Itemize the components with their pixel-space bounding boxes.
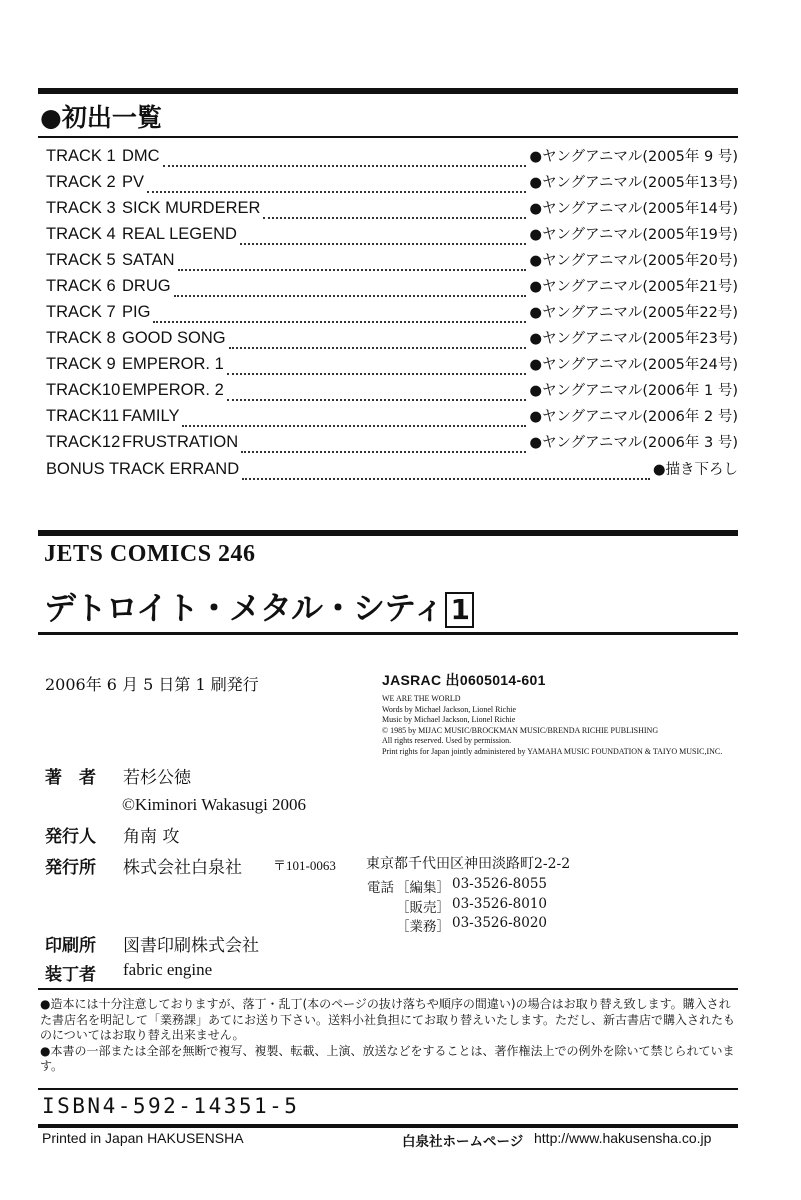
toc-track-row: [46, 249, 738, 275]
author-name: 若杉公徳: [123, 768, 191, 788]
publisher-person: 角南 攻: [123, 827, 180, 847]
track-title: GOOD SONG: [122, 329, 226, 347]
track-source: ●ヤングアニマル(2005年20号): [529, 253, 738, 269]
toc-bonus-row: [46, 458, 738, 484]
series-name: JETS COMICS 246: [44, 541, 256, 567]
bonus-track-source: ●描き下ろし: [652, 462, 738, 478]
track-title: SATAN: [122, 251, 175, 269]
toc-track-row: [46, 145, 738, 171]
track-source: ●ヤングアニマル(2005年24号): [529, 357, 738, 373]
homepage-url[interactable]: http://www.hakusensha.co.jp: [534, 1130, 712, 1146]
printer-label: 印刷所: [45, 936, 96, 956]
track-source: ●ヤングアニマル(2005年14号): [529, 201, 738, 217]
song-credit-line: WE ARE THE WORLD: [382, 694, 461, 703]
track-number: TRACK 5: [46, 251, 116, 269]
note-paragraph: ●造本には十分注意しておりますが、落丁・乱丁(本のページの抜け落ちや順序の間違い)の場合はお取り替え致します。購入された書店名を明記して「業務課」あてにお送り下さい。送料小社負担にてお取り替えいたします。ただし、新古書店で購入されたものについてはお取り替え出来ません。: [40, 997, 736, 1042]
track-title: REAL LEGEND: [122, 225, 237, 243]
phone-dept: ［販売］: [396, 900, 450, 916]
phone-dept: ［業務］: [396, 919, 450, 935]
printer-name: 図書印刷株式会社: [123, 936, 259, 956]
designer-name: fabric engine: [123, 960, 213, 979]
track-source: ●ヤングアニマル(2005年23号): [529, 331, 738, 347]
notes: [40, 997, 740, 1075]
track-title: PV: [122, 173, 145, 191]
imprint-title-rule: [38, 632, 738, 635]
toc-track-row: [46, 171, 738, 197]
track-source: ●ヤングアニマル(2006年 2 号): [529, 409, 738, 425]
track-title: DMC: [122, 147, 160, 165]
track-number: TRACK 7: [46, 303, 116, 321]
track-number: TRACK10: [46, 381, 121, 399]
track-number: TRACK 1: [46, 147, 116, 165]
track-source: ●ヤングアニマル(2005年22号): [529, 305, 738, 321]
leader-dots: [241, 451, 526, 453]
track-number: TRACK 4: [46, 225, 116, 243]
track-number: TRACK 3: [46, 199, 116, 217]
track-title: FAMILY: [122, 407, 180, 425]
notes-bottom-rule: [38, 1088, 738, 1090]
phone-number: 03-3526-8010: [452, 896, 548, 912]
publisher-name: 株式会社白泉社: [123, 858, 242, 878]
toc-track-row: [46, 405, 738, 431]
leader-dots: [229, 347, 527, 349]
copyright-notice: ©Kiminori Wakasugi 2006: [122, 795, 307, 814]
track-title: DRUG: [122, 277, 171, 295]
track-number: TRACK 8: [46, 329, 116, 347]
track-number: TRACK 9: [46, 355, 116, 373]
notes-top-rule: [38, 988, 738, 990]
track-title: SICK MURDERER: [122, 199, 261, 217]
song-credit-line: Music by Michael Jackson, Lionel Richie: [382, 715, 516, 724]
imprint-top-rule: [38, 530, 738, 536]
leader-dots: [227, 399, 527, 401]
toc-track-row: [46, 275, 738, 301]
leader-dots: [178, 269, 527, 271]
publisher-label: 発行所: [45, 858, 96, 878]
phone-number: 03-3526-8020: [452, 915, 548, 931]
phone-label: 電話: [367, 880, 394, 896]
postal-code: 〒101-0063: [273, 858, 336, 873]
leader-dots: [163, 165, 527, 167]
track-title: EMPEROR. 2: [122, 381, 224, 399]
track-source: ●ヤングアニマル(2005年21号): [529, 279, 738, 295]
toc-track-row: [46, 197, 738, 223]
track-source: ●ヤングアニマル(2006年 1 号): [529, 383, 738, 399]
leader-dots: [147, 191, 526, 193]
author-label: 著 者: [45, 768, 96, 788]
homepage-label: 白泉社ホームページ: [402, 1134, 524, 1150]
track-title: PIG: [122, 303, 151, 321]
song-credit-line: © 1985 by MIJAC MUSIC/BROCKMAN MUSIC/BRENDA RICHIE PUBLISHING: [382, 725, 659, 735]
song-credit-line: All rights reserved. Used by permission.: [382, 736, 512, 745]
toc-track-row: [46, 327, 738, 353]
leader-dots: [182, 425, 526, 427]
isbn: ISBN4-592-14351-5: [42, 1094, 300, 1118]
book-title-text: デトロイト・メタル・シティ: [44, 589, 444, 627]
publisher-address: 東京都千代田区神田淡路町2-2-2: [366, 856, 571, 872]
track-number: TRACK12: [46, 433, 121, 451]
leader-dots: [263, 217, 526, 219]
leader-dots: [153, 321, 526, 323]
volume-number: 1: [445, 592, 473, 628]
publication-date: 2006年 6 月 5 日第 1 刷発行: [45, 675, 259, 694]
toc-heading-rule: [38, 136, 738, 138]
toc-track-row: [46, 301, 738, 327]
toc-heading: ●初出一覧: [40, 103, 162, 132]
toc-track-row: [46, 353, 738, 379]
toc-track-row: [46, 431, 738, 457]
track-number: TRACK11: [46, 407, 120, 425]
jasrac-number: JASRAC 出0605014-601: [382, 672, 546, 688]
note-paragraph: ●本書の一部または全部を無断で複写、複製、転載、上演、放送などをすることは、著作権法上での例外を除いて禁じられています。: [40, 1043, 735, 1073]
track-title: EMPEROR. 1: [122, 355, 224, 373]
printed-in: Printed in Japan HAKUSENSHA: [42, 1130, 244, 1146]
leader-dots: [242, 478, 650, 480]
toc-track-row: [46, 223, 738, 249]
designer-label: 装丁者: [45, 965, 96, 985]
track-title: FRUSTRATION: [122, 433, 239, 451]
track-source: ●ヤングアニマル(2005年19号): [529, 227, 738, 243]
track-source: ●ヤングアニマル(2006年 3 号): [529, 435, 738, 451]
song-credit-line: Words by Michael Jackson, Lionel Richie: [382, 704, 516, 714]
phone-dept: ［編集］: [396, 880, 450, 896]
top-rule: [38, 88, 738, 94]
toc-track-row: [46, 379, 738, 405]
phone-number: 03-3526-8055: [452, 876, 548, 892]
leader-dots: [240, 243, 526, 245]
book-title: [44, 583, 474, 629]
bonus-track-title: BONUS TRACK ERRAND: [46, 460, 240, 478]
footer-rule: [38, 1124, 738, 1128]
song-credit-line: Print rights for Japan jointly administered by YAMAHA MUSIC FOUNDATION & TAIYO MUSIC,INC.: [382, 746, 723, 756]
song-credit: [382, 694, 722, 757]
track-number: TRACK 6: [46, 277, 116, 295]
leader-dots: [227, 373, 527, 375]
track-source: ●ヤングアニマル(2005年13号): [529, 175, 738, 191]
track-source: ●ヤングアニマル(2005年 9 号): [529, 149, 738, 165]
track-number: TRACK 2: [46, 173, 116, 191]
leader-dots: [174, 295, 527, 297]
publisher-person-label: 発行人: [45, 827, 96, 847]
